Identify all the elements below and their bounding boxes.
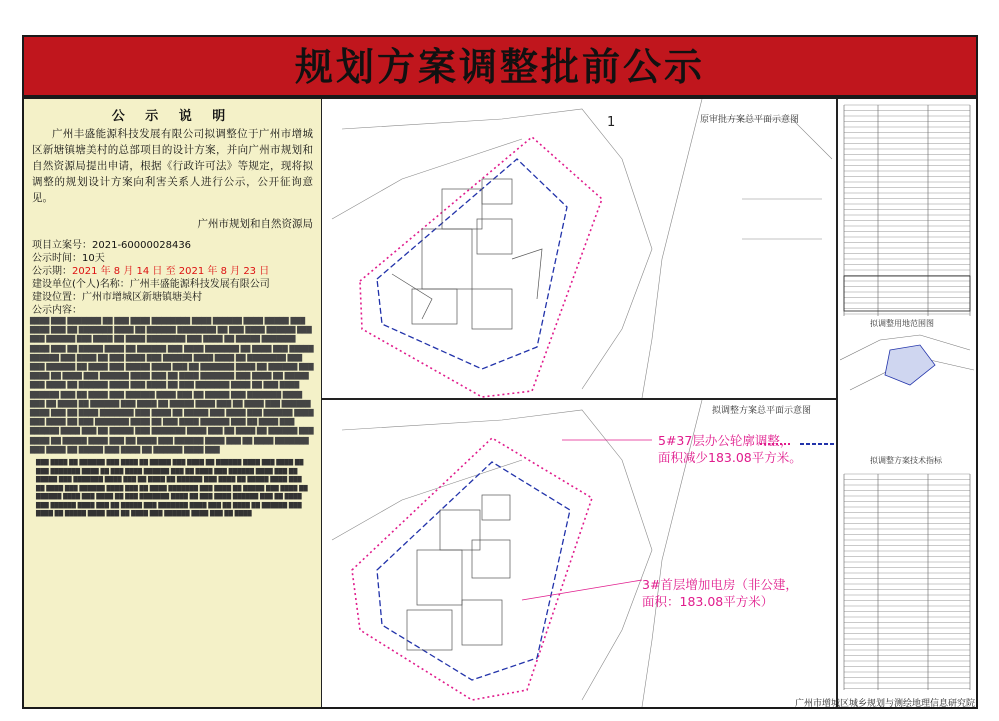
annotation-electric-room: [642, 576, 798, 610]
period-label: 公示时间：: [32, 253, 82, 264]
proposed-indicator-title: 拟调整方案技术指标: [870, 456, 942, 465]
page-title: 规划方案调整批前公示: [294, 45, 705, 89]
site-range-title: 拟调整用地范围图: [870, 319, 934, 328]
location-value: 广州市增城区新塘镇塘美村: [82, 292, 202, 303]
original-plan-title: 原审批方案总平面示意图: [700, 115, 800, 125]
period-dates: 2021 年 8 月 14 日 至 2021 年 8 月 23 日: [72, 266, 270, 277]
annotation-line: 面积减少183.08平方米。: [658, 450, 802, 465]
title-banner: [22, 35, 978, 97]
period-value: 10天: [82, 253, 105, 264]
legend-samples: [760, 438, 836, 450]
builder-row: [24, 278, 321, 291]
location-row: [24, 291, 321, 304]
notice-intro: 广州丰盛能源科技发展有限公司拟调整位于广州市增城区新塘镇塘美村的总部项目的设计方案，并向广州市规划和自然资源局提出申请，根据《行政许可法》等规定，现将拟调整的规划设计方案向利害关系人进行公示，公开征询意见。: [32, 128, 313, 204]
project-number-row: [24, 239, 321, 252]
period-dates-label: 公示期：: [32, 266, 72, 277]
footer-credit: 广州市增城区城乡规划与测绘地理信息研究院: [794, 699, 975, 709]
proposed-plan-title: 拟调整方案总平面示意图: [712, 406, 812, 416]
technical-indicator-table-bottom: [838, 470, 976, 695]
content-label: 公示内容：: [32, 305, 82, 316]
builder-label: 建设单位(个人)名称：: [32, 279, 130, 290]
top-panel-number: 1: [607, 115, 616, 130]
original-site-plan: [322, 99, 836, 398]
technical-indicator-table-top: [838, 101, 976, 321]
notice-heading: 公 示 说 明: [111, 109, 234, 124]
period-row: [24, 252, 321, 265]
notice-appendix: ███ ████ ██ ██████ ███ ████ ██ █████ ███ ████ ██ ██████ ████ ███ ████ ██ ███ ███████ ████ ██ ███ ████ ██████ ███ ██ ████ ███ ██████ ████ ███ ██ █████ ███ ███████ ████ ███ ██ ████ ██ ██████ ███ ████ ██ █████ ████ ███ ██ ████ ███ ██████ ████ ███ ██ ████ ███████ ███ ████ ██ █████ ███ ████ ██ ██████ ████ ███ ████ ██ ███ ███████ ████ ██ ███ ████ ██████ ███ ██ ████ ███ ██████ ████ ███ ██ █████ ███ ███████ ████ ███ ██ ████ ██ ██████ ███ ████ ██ █████ ████ ███ ██ ████ ███ ██████ ████ ███ ██ ████: [36, 460, 308, 518]
annotation-line: 面积：183.08平方米）: [642, 594, 774, 609]
project-number-label: 项目立案号：: [32, 240, 92, 251]
location-label: 建设位置：: [32, 292, 82, 303]
project-number: 2021‑60000028436: [92, 240, 192, 251]
annotation-line: 5#37层办公轮廓调整，: [658, 433, 793, 448]
annotation-line: 3#首层增加电房（非公建，: [642, 577, 798, 592]
period-dates-row: [24, 265, 321, 278]
notice-panel: [24, 99, 322, 707]
content-body: ████ ███ ███████ ██ ███ ████ ████████ ████ ██████ ████ █████ ███ ████ ███ ██ ███████ ████ ██ ██████ ████████ ██ ███ ████ ██████ ███ ███ ██████ ███ ████ ██ ████ ████████ ███ ████ ██ █████ ███████ ████ ███ ██ █████ ████ ██ ██████ ███ ████ ███████ ██ ████ ███ █████ ██████ ███ ████ ██ ███ ████ ███ ██████ ████ ████ ██ ████████ ███ ███ ██████ ██ ████ ███ █████ ████ ███ ██ ███████ ████ ██ ██████ ███ ████ ██ ████ ███ ██████ ████ ███ ██ ████ ███████ ███ ████ ██ █████ ███ ████ ██ ██████ ████ ███ ████ ██ ███ ███████ ████ ██ ███ ████ ██████ ███ ██ ████ ███ ██████ ████ ███ ██ █████ ███ ███████ ████ ███ ██ ████ ██ ██████ ███ ████ ██ █████ ████ ███ ██ ████ ███ ██████ ████ ███ ██ ████ ███████ ███ ████ ██ █████ ███ ████ ███ ██████ ████ ███ ████ ██ ███ ███████ ████ ██ ███ ████ ██████ ███ ██ ████ ███ ██████ ████ ███ ██ █████ ███ ███████ ████ ███ ██ ████ ██ ██████ ███ ████ ██ █████ ████ ███ ██ ████ ███ ██████ ████ ███ ██ ████ ███████ ███ ████ ██ █████ ███ ████ ██ ██████ ████ ███: [30, 317, 314, 454]
notice-issuer: 广州市规划和自然资源局: [197, 218, 313, 230]
builder-name: 广州丰盛能源科技发展有限公司: [129, 279, 270, 290]
site-range-thumbnail: [840, 330, 974, 395]
